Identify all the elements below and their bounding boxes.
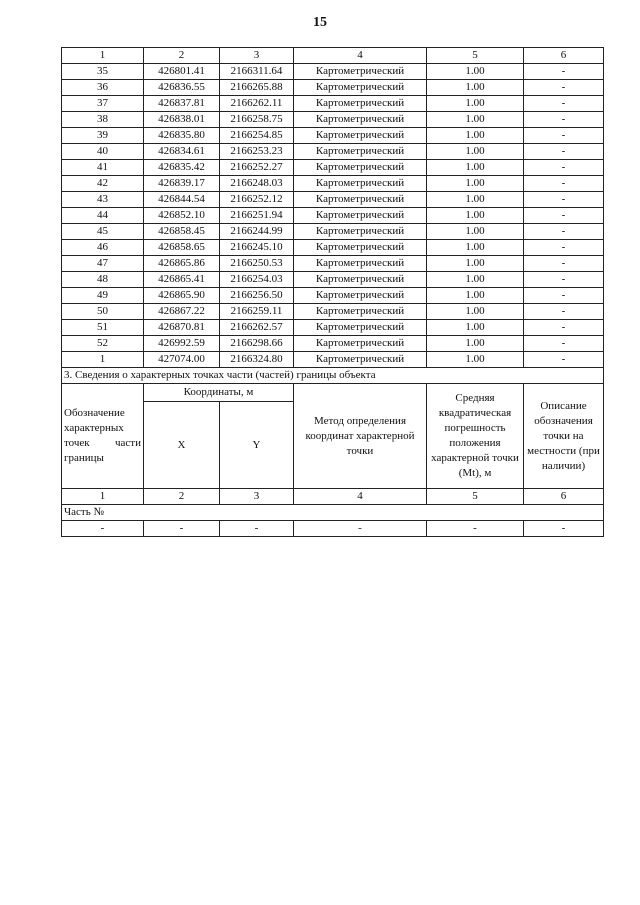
- error: 1.00: [427, 288, 524, 304]
- error: 1.00: [427, 272, 524, 288]
- description: -: [524, 160, 604, 176]
- description: -: [524, 192, 604, 208]
- error: 1.00: [427, 64, 524, 80]
- coord-x: 426858.45: [144, 224, 220, 240]
- header-coordinates: Координаты, м: [144, 384, 294, 402]
- description: -: [524, 240, 604, 256]
- coord-y: 2166324.80: [220, 352, 294, 368]
- point-number: 45: [62, 224, 144, 240]
- error: 1.00: [427, 80, 524, 96]
- coord-x: 426839.17: [144, 176, 220, 192]
- description: -: [524, 304, 604, 320]
- page-number: 15: [313, 15, 327, 30]
- column-number: 4: [294, 48, 427, 64]
- error: 1.00: [427, 128, 524, 144]
- coord-y: 2166262.57: [220, 320, 294, 336]
- coord-y: 2166262.11: [220, 96, 294, 112]
- section3-column-number-row: [62, 489, 604, 505]
- method: Картометрический: [294, 336, 427, 352]
- column-number: 1: [62, 489, 144, 505]
- error: 1.00: [427, 160, 524, 176]
- error: 1.00: [427, 112, 524, 128]
- header-x: X: [144, 402, 220, 489]
- column-number: 5: [427, 489, 524, 505]
- coord-y: 2166252.27: [220, 160, 294, 176]
- coord-x: 426992.59: [144, 336, 220, 352]
- column-number-row: [62, 48, 604, 64]
- column-number: 3: [220, 489, 294, 505]
- error: 1.00: [427, 256, 524, 272]
- error: 1.00: [427, 352, 524, 368]
- description: -: [524, 288, 604, 304]
- coord-x: 426801.41: [144, 64, 220, 80]
- point-number: 35: [62, 64, 144, 80]
- table-row: [62, 320, 604, 336]
- description: -: [524, 224, 604, 240]
- coord-x: 426865.90: [144, 288, 220, 304]
- coord-x: 426852.10: [144, 208, 220, 224]
- coord-y: 2166311.64: [220, 64, 294, 80]
- description: -: [524, 208, 604, 224]
- coord-x: 426867.22: [144, 304, 220, 320]
- method: Картометрический: [294, 144, 427, 160]
- method: Картометрический: [294, 240, 427, 256]
- method: Картометрический: [294, 256, 427, 272]
- coord-x: 426838.01: [144, 112, 220, 128]
- coordinates-table: [61, 47, 604, 537]
- coord-y: 2166251.94: [220, 208, 294, 224]
- empty-cell: -: [524, 521, 604, 537]
- empty-cell: -: [62, 521, 144, 537]
- error: 1.00: [427, 240, 524, 256]
- point-number: 1: [62, 352, 144, 368]
- error: 1.00: [427, 176, 524, 192]
- description: -: [524, 80, 604, 96]
- point-number: 36: [62, 80, 144, 96]
- column-number: 6: [524, 489, 604, 505]
- error: 1.00: [427, 336, 524, 352]
- method: Картометрический: [294, 352, 427, 368]
- table-row: [62, 64, 604, 80]
- coord-y: 2166254.85: [220, 128, 294, 144]
- point-number: 44: [62, 208, 144, 224]
- coord-x: 426858.65: [144, 240, 220, 256]
- column-number: 5: [427, 48, 524, 64]
- part-label-row: [62, 505, 604, 521]
- coord-y: 2166245.10: [220, 240, 294, 256]
- error: 1.00: [427, 304, 524, 320]
- point-number: 49: [62, 288, 144, 304]
- point-number: 41: [62, 160, 144, 176]
- coord-y: 2166265.88: [220, 80, 294, 96]
- table-row: [62, 304, 604, 320]
- part-label: Часть №: [62, 505, 604, 521]
- coord-x: 426870.81: [144, 320, 220, 336]
- table-row: [62, 80, 604, 96]
- description: -: [524, 96, 604, 112]
- description: -: [524, 144, 604, 160]
- coord-y: 2166259.11: [220, 304, 294, 320]
- description: -: [524, 352, 604, 368]
- coord-x: 426837.81: [144, 96, 220, 112]
- description: -: [524, 64, 604, 80]
- point-number: 38: [62, 112, 144, 128]
- coord-x: 426865.41: [144, 272, 220, 288]
- method: Картометрический: [294, 64, 427, 80]
- table-row: [62, 176, 604, 192]
- section3-title-row: [62, 368, 604, 384]
- table-row: [62, 256, 604, 272]
- point-number: 42: [62, 176, 144, 192]
- coord-y: 2166252.12: [220, 192, 294, 208]
- column-number: 6: [524, 48, 604, 64]
- coord-y: 2166250.53: [220, 256, 294, 272]
- table-row: [62, 128, 604, 144]
- coord-x: 427074.00: [144, 352, 220, 368]
- table-row: [62, 336, 604, 352]
- method: Картометрический: [294, 112, 427, 128]
- coord-x: 426835.80: [144, 128, 220, 144]
- empty-cell: -: [144, 521, 220, 537]
- method: Картометрический: [294, 176, 427, 192]
- header-point-designation: Обозначение характерных точек части границы: [62, 384, 144, 489]
- coord-y: 2166253.23: [220, 144, 294, 160]
- description: -: [524, 112, 604, 128]
- description: -: [524, 272, 604, 288]
- method: Картометрический: [294, 128, 427, 144]
- method: Картометрический: [294, 272, 427, 288]
- description: -: [524, 128, 604, 144]
- table-row: [62, 160, 604, 176]
- description: -: [524, 176, 604, 192]
- point-number: 40: [62, 144, 144, 160]
- coord-x: 426834.61: [144, 144, 220, 160]
- coord-x: 426844.54: [144, 192, 220, 208]
- error: 1.00: [427, 224, 524, 240]
- error: 1.00: [427, 208, 524, 224]
- point-number: 47: [62, 256, 144, 272]
- coord-x: 426836.55: [144, 80, 220, 96]
- column-number: 3: [220, 48, 294, 64]
- table-row: [62, 272, 604, 288]
- description: -: [524, 320, 604, 336]
- description: -: [524, 336, 604, 352]
- table-row: [62, 240, 604, 256]
- point-number: 52: [62, 336, 144, 352]
- point-number: 46: [62, 240, 144, 256]
- point-number: 51: [62, 320, 144, 336]
- table-row: [62, 224, 604, 240]
- error: 1.00: [427, 192, 524, 208]
- empty-cell: -: [427, 521, 524, 537]
- coord-x: 426865.86: [144, 256, 220, 272]
- method: Картометрический: [294, 320, 427, 336]
- coord-y: 2166248.03: [220, 176, 294, 192]
- point-number: 37: [62, 96, 144, 112]
- table-row: [62, 112, 604, 128]
- header-y: Y: [220, 402, 294, 489]
- method: Картометрический: [294, 208, 427, 224]
- table-row: [62, 96, 604, 112]
- coord-y: 2166258.75: [220, 112, 294, 128]
- empty-cell: -: [220, 521, 294, 537]
- method: Картометрический: [294, 224, 427, 240]
- header-description: Описание обозначения точки на местности (при наличии): [524, 384, 604, 489]
- column-number: 4: [294, 489, 427, 505]
- point-number: 39: [62, 128, 144, 144]
- table-row: [62, 208, 604, 224]
- empty-cell: -: [294, 521, 427, 537]
- header-method: Метод определения координат характерной точки: [294, 384, 427, 489]
- coord-y: 2166298.66: [220, 336, 294, 352]
- coord-y: 2166254.03: [220, 272, 294, 288]
- column-number: 2: [144, 489, 220, 505]
- coord-y: 2166256.50: [220, 288, 294, 304]
- section3-title: 3. Сведения о характерных точках части (частей) границы объекта: [62, 368, 604, 384]
- method: Картометрический: [294, 160, 427, 176]
- header-error: Средняя квадратическая погрешность положения характерной точки (Мt), м: [427, 384, 524, 489]
- description: -: [524, 256, 604, 272]
- method: Картометрический: [294, 80, 427, 96]
- point-number: 43: [62, 192, 144, 208]
- coord-y: 2166244.99: [220, 224, 294, 240]
- point-number: 48: [62, 272, 144, 288]
- error: 1.00: [427, 320, 524, 336]
- coord-x: 426835.42: [144, 160, 220, 176]
- empty-row: [62, 521, 604, 537]
- point-number: 50: [62, 304, 144, 320]
- column-number: 1: [62, 48, 144, 64]
- column-number: 2: [144, 48, 220, 64]
- table-row: [62, 192, 604, 208]
- error: 1.00: [427, 144, 524, 160]
- table-row: [62, 144, 604, 160]
- section3-header-row: [62, 384, 604, 402]
- method: Картометрический: [294, 304, 427, 320]
- method: Картометрический: [294, 96, 427, 112]
- method: Картометрический: [294, 288, 427, 304]
- method: Картометрический: [294, 192, 427, 208]
- error: 1.00: [427, 96, 524, 112]
- table-row: [62, 288, 604, 304]
- table-row: [62, 352, 604, 368]
